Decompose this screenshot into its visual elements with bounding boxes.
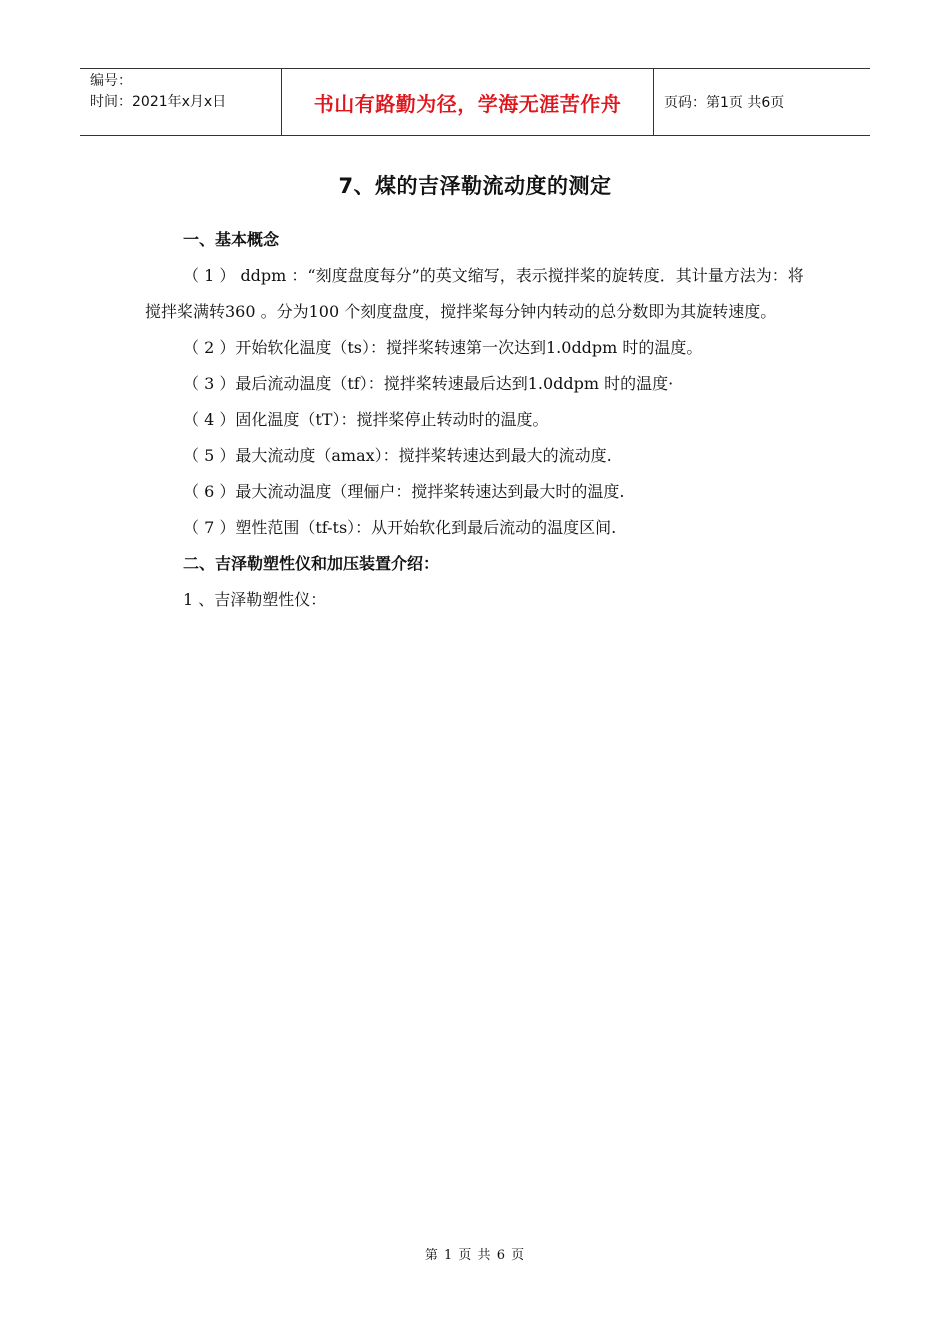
header-meta — [80, 69, 281, 135]
document-title: 7、煤的吉泽勒流动度的测定 — [338, 174, 612, 198]
header-motto: 书山有路勤为径，学海无涯苦作舟 — [281, 69, 654, 135]
paragraph-plastic-range: （ 7 ）塑性范围（tf-ts）：从开始软化到最后流动的温度区间. — [183, 518, 617, 537]
document-time-label: 时间：2021年x月x日 — [90, 94, 227, 110]
document-header — [80, 68, 870, 136]
header-page-info: 页码：第1页 共6页 — [664, 95, 785, 111]
paragraph-softening-temperature: （ 2 ）开始软化温度（ts）：搅拌桨转速第一次达到1.0ddpm 时的温度。 — [183, 338, 703, 357]
paragraph-ddpm: （ 1 ） ddpm ：“刻度盘度每分”的英文缩写，表示搅拌桨的旋转度．其计量方法为：将搅拌桨满转360 。分为100 个刻度盘度，搅拌桨每分钟内转动的总分数即为其旋转速度。 — [145, 266, 804, 321]
paragraph-final-fluidity-temperature: （ 3 ）最后流动温度（tf）：搅拌桨转速最后达到1.0ddpm 时的温度· — [183, 374, 674, 393]
document-body — [145, 222, 810, 618]
section-heading-basic-concepts: 一、基本概念 — [183, 230, 280, 249]
page-footer: 第 1 页 共 6 页 — [424, 1248, 526, 1263]
paragraph-max-fluidity: （ 5 ）最大流动度（amax）：搅拌桨转速达到最大的流动度. — [183, 446, 612, 465]
section-heading-plastometer: 二、吉泽勒塑性仪和加压装置介绍： — [183, 554, 440, 573]
paragraph-solidification-temperature: （ 4 ）固化温度（tT）：搅拌桨停止转动时的温度。 — [183, 410, 549, 429]
paragraph-plastometer-item: 1 、吉泽勒塑性仪： — [183, 590, 327, 609]
paragraph-max-fluidity-temperature: （ 6 ）最大流动温度（理俪户：搅拌桨转速达到最大时的温度. — [183, 482, 625, 501]
document-number-label: 编号： — [90, 73, 132, 89]
